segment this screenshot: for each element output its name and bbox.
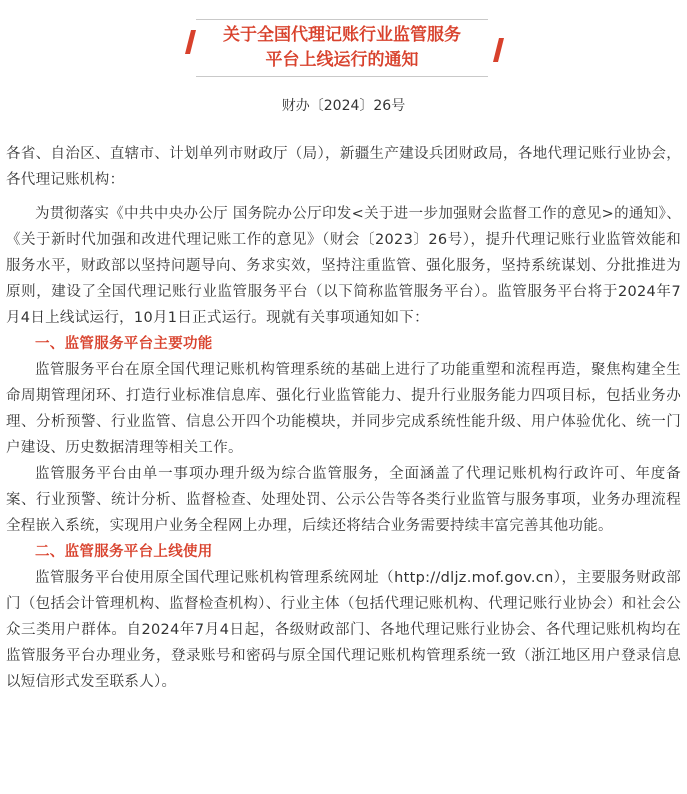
section-1-paragraph-2: 监管服务平台由单一事项办理升级为综合监管服务，全面涵盖了代理记账机构行政许可、年度备案、行业预警、统计分析、监督检查、处理处罚、公示公告等各类行业监管与服务事项，业务办理流程全程嵌入系统，实现用户业务全程网上办理，后续还将结合业务需要持续丰富完善其他功能。 <box>6 466 681 534</box>
platform-url-link[interactable]: http://dljz.mof.gov.cn <box>394 570 554 586</box>
intro-paragraph: 为贯彻落实《中共中央办公厅 国务院办公厅印发<关于进一步加强财会监督工作的意见>的通知》、《关于新时代加强和改进代理记账工作的意见》（财会〔2023〕26号），提升代理记账行业监管效能和服务水平，财政部以坚持问题导向、务求实效，坚持注重监管、强化服务，坚持系统谋划、分批推进为原则，建设了全国代理记账行业监管服务平台（以下简称监管服务平台）。监管服务平台将于2024年7月4日上线试运行，10月1日正式运行。现就有关事项通知如下： <box>6 206 681 326</box>
paragraph-spacer <box>6 193 681 201</box>
section-1-paragraph-1: 监管服务平台在原全国代理记账机构管理系统的基础上进行了功能重塑和流程再造，聚焦构建全生命周期管理闭环、打造行业标准信息库、强化行业监管能力、提升行业服务能力四项目标，包括业务办理、分析预警、行业监管、信息公开四个功能模块，并同步完成系统性能升级、用户体验优化、统一门户建设、历史数据清理等相关工作。 <box>6 362 681 456</box>
section-2-text-after-link: ），主要服务财政部门（包括会计管理机构、监督检查机构）、行业主体（包括代理记账机构、代理记账行业协会）和社会公众三类用户群体。自2024年7月4日起，各级财政部门、各地代理记账行业协会、各代理记账机构均在监管服务平台办理业务，登录账号和密码与原全国代理记账机构管理系统一致（浙江地区用户登录信息以短信形式发至联系人）。 <box>6 570 681 690</box>
page-title-line-1: 关于全国代理记账行业监管服务 <box>223 25 461 45</box>
title-left-slash-decoration <box>185 30 196 54</box>
notice-body <box>6 141 681 695</box>
recipients-paragraph: 各省、自治区、直辖市、计划单列市财政厅（局），新疆生产建设兵团财政局，各地代理记账行业协会，各代理记账机构： <box>6 146 681 188</box>
page-title-line-2: 平台上线运行的通知 <box>265 50 419 70</box>
section-2-text-before-link: 监管服务平台使用原全国代理记账机构管理系统网址（ <box>35 570 395 586</box>
title-right-slash-decoration <box>493 38 504 62</box>
document-number: 财办〔2024〕26号 <box>281 98 406 114</box>
section-2-paragraph-1 <box>6 565 681 695</box>
section-1-heading: 一、监管服务平台主要功能 <box>35 336 213 352</box>
section-2-heading: 二、监管服务平台上线使用 <box>35 544 213 560</box>
